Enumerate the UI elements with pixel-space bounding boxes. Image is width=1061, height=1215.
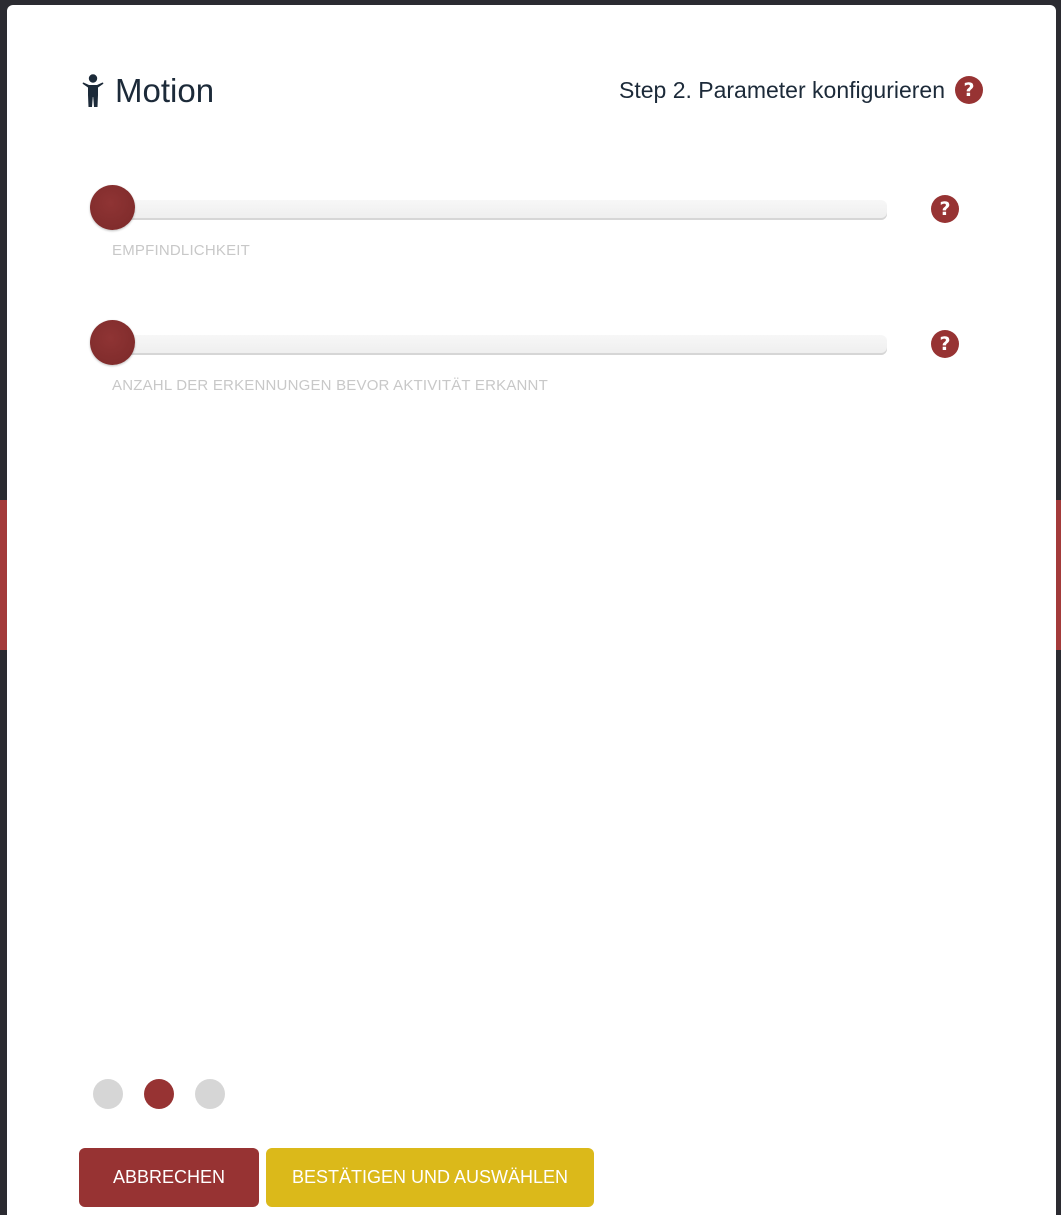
sensitivity-slider-track[interactable] — [112, 200, 887, 220]
detection-count-slider-thumb[interactable] — [90, 320, 135, 365]
cancel-button[interactable]: ABBRECHEN — [79, 1148, 259, 1207]
step-dot[interactable] — [93, 1079, 123, 1109]
modal-footer — [79, 1148, 601, 1207]
sensitivity-help-icon[interactable]: ? — [931, 195, 959, 223]
sensitivity-slider-thumb[interactable] — [90, 185, 135, 230]
help-icon[interactable]: ? — [955, 76, 983, 104]
detection-count-slider-row — [90, 320, 990, 400]
confirm-and-select-button[interactable]: BESTÄTIGEN UND AUSWÄHLEN — [266, 1148, 594, 1207]
step-dot[interactable] — [195, 1079, 225, 1109]
detection-count-slider-track[interactable] — [112, 335, 887, 355]
person-icon — [81, 74, 105, 108]
detection-count-help-icon[interactable]: ? — [931, 330, 959, 358]
step-title: Step 2. Parameter konfigurieren — [618, 77, 945, 103]
step-dots — [93, 1079, 246, 1109]
sensitivity-label: EMPFINDLICHKEIT — [112, 242, 251, 259]
page-title: Motion — [115, 72, 215, 109]
modal-header — [7, 5, 1056, 145]
detection-count-label: ANZAHL DER ERKENNUNGEN BEVOR AKTIVITÄT ERKANNT — [112, 377, 548, 394]
sensitivity-slider-row — [90, 185, 990, 265]
title-group — [81, 71, 214, 111]
step-indicator — [619, 75, 983, 105]
step-dot[interactable] — [144, 1079, 174, 1109]
wizard-modal — [7, 5, 1056, 1215]
